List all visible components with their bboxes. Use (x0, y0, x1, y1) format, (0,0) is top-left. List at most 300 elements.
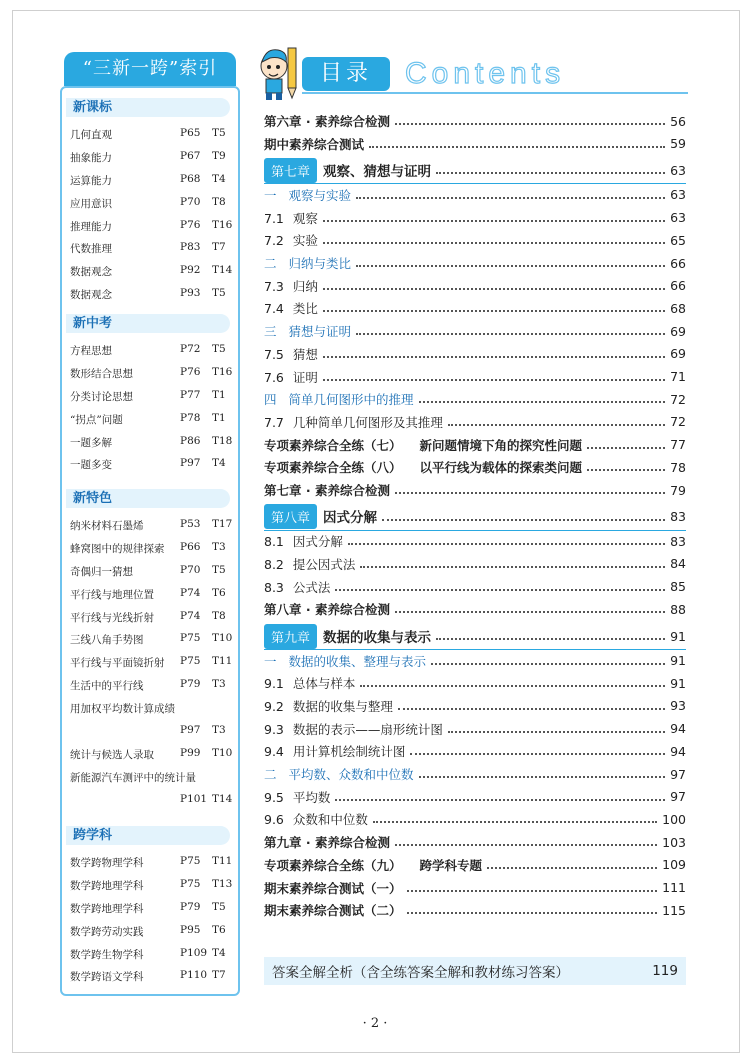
toc-entry[interactable] (264, 553, 686, 575)
index-task: T1 (212, 411, 226, 424)
index-topic: 数学跨生物学科 (70, 948, 144, 961)
toc-entry-title (264, 578, 330, 596)
sidebar-index-row[interactable] (66, 215, 233, 238)
index-page: P70 (180, 195, 201, 208)
index-page: P109 (180, 946, 208, 959)
index-topic: 一题多变 (70, 459, 112, 472)
index-topic: “拐点”问题 (70, 413, 123, 426)
toc-entry-page: 71 (670, 369, 686, 384)
toc-entry-text: 证明 (292, 369, 318, 385)
toc-entry-number: 9.1 (264, 676, 284, 692)
toc-entry[interactable] (264, 763, 686, 785)
toc-entry-subtitle: 跨学科专题 (419, 857, 483, 873)
index-topic: 统计与候选人录取 (70, 748, 154, 761)
sidebar-index-row[interactable] (66, 920, 230, 943)
dot-leader (335, 589, 665, 591)
index-page: P74 (180, 609, 201, 622)
sidebar-index-row[interactable] (66, 628, 233, 651)
index-task: T5 (212, 343, 226, 355)
index-page: P92 (180, 264, 201, 277)
toc-entry-text: 专项素养综合全练（八） (264, 460, 402, 476)
toc-entry[interactable] (264, 252, 686, 274)
sidebar-index-row[interactable] (66, 560, 230, 583)
index-topic: 三线八角手势图 (70, 634, 144, 647)
dot-leader (395, 611, 665, 613)
sidebar-section-head: 新课标 (66, 98, 230, 117)
toc-entry[interactable] (264, 808, 686, 830)
toc-entry-title (264, 368, 318, 386)
sidebar-index-row[interactable] (66, 651, 233, 674)
sidebar-index-row[interactable] (66, 514, 233, 537)
toc-entry[interactable] (264, 672, 686, 694)
sidebar-index-row[interactable] (66, 766, 233, 812)
index-task: T4 (212, 946, 226, 959)
toc-entry-number: 8.1 (264, 534, 284, 550)
dot-leader (436, 172, 665, 174)
dot-leader (487, 867, 657, 869)
toc-entry[interactable] (264, 229, 686, 251)
toc-entry-text: 第八章 · 素养综合检测 (264, 602, 390, 618)
index-topic: 用加权平均数计算成绩 (70, 703, 175, 716)
dot-leader (335, 799, 665, 801)
toc-entry-page: 78 (670, 459, 686, 475)
toc-entry[interactable] (264, 320, 686, 342)
toc-entry-number: 二 (264, 767, 277, 782)
sidebar-section (66, 314, 233, 476)
toc-entry-page: 77 (670, 437, 686, 453)
toc-entry-title (264, 209, 318, 227)
toc-entry[interactable] (264, 343, 686, 365)
index-task: T3 (212, 724, 226, 737)
toc-entry-subtitle: 以平行线为载体的探索类问题 (419, 460, 583, 476)
toc-entry-page: 68 (670, 300, 686, 316)
index-page: P65 (180, 127, 201, 139)
dot-leader (448, 424, 665, 426)
toc-entry-title (264, 600, 390, 618)
toc-entry-page: 91 (670, 653, 686, 668)
index-task: T8 (212, 195, 226, 208)
toc-entry[interactable] (264, 650, 686, 672)
index-topic: 代数推理 (70, 243, 112, 256)
index-task: T18 (212, 434, 233, 447)
index-task: T1 (212, 388, 226, 401)
toc-entry-page: 69 (670, 346, 686, 362)
sidebar-index-row[interactable] (66, 943, 230, 966)
dot-leader (407, 912, 658, 914)
sidebar-index-row[interactable] (66, 453, 230, 476)
mascot-icon (258, 44, 300, 102)
toc-entry-number: 8.2 (264, 556, 284, 572)
toc-entry-text: 期中素养综合测试 (264, 136, 365, 152)
index-topic: 数据观念 (70, 266, 112, 279)
toc-entry-text: 期末素养综合测试（二） (264, 903, 402, 919)
toc-entry-page: 56 (670, 113, 686, 129)
sidebar-index-row[interactable] (66, 237, 230, 260)
index-page: P97 (180, 457, 201, 470)
toc-entry-page: 85 (670, 579, 686, 595)
sidebar-index-row[interactable] (66, 362, 233, 385)
toc-entry-title (264, 481, 390, 499)
sidebar-index-row[interactable] (66, 697, 230, 743)
index-topic: 数据观念 (70, 289, 112, 302)
toc-entry-page: 72 (670, 391, 686, 407)
index-task: T5 (212, 287, 226, 300)
toc-entry[interactable] (264, 275, 686, 297)
sidebar-index-row[interactable] (66, 339, 230, 362)
dot-leader (323, 288, 665, 290)
toc-entry[interactable] (264, 740, 686, 762)
index-topic: 几何直观 (70, 129, 112, 141)
index-page: P77 (180, 388, 201, 401)
sidebar-index-row[interactable] (66, 385, 230, 408)
toc-entry-title (264, 879, 402, 897)
index-task: T13 (212, 877, 233, 890)
dot-leader (373, 821, 657, 823)
dot-leader (587, 447, 665, 449)
toc-entry-title (264, 720, 443, 738)
toc-entry[interactable] (264, 411, 686, 433)
toc-entry-text: 第六章 · 素养综合检测 (264, 114, 390, 129)
index-topic: 平行线与平面镜折射 (70, 657, 165, 670)
dot-leader (419, 776, 666, 778)
toc-entry-title (264, 413, 443, 431)
toc-entry[interactable] (264, 157, 686, 184)
index-task: T16 (212, 218, 233, 231)
index-task: T5 (212, 563, 226, 576)
index-task: T4 (212, 457, 226, 470)
index-page: P97 (180, 724, 201, 737)
answer-entry[interactable] (264, 957, 686, 985)
index-page: P72 (180, 343, 201, 355)
toc-entry-page: 59 (670, 136, 686, 152)
toc-entry-text: 专项素养综合全练（七） (264, 437, 402, 453)
toc-entry-page: 66 (670, 278, 686, 294)
index-task: T5 (212, 900, 226, 913)
dot-leader (395, 123, 665, 125)
index-topic: 蜂窝图中的规律探索 (70, 542, 165, 555)
index-page: P79 (180, 678, 201, 691)
index-task: T7 (212, 969, 226, 982)
toc-title: 目录 (302, 57, 390, 91)
toc-entry[interactable] (264, 207, 686, 229)
sidebar-index-row[interactable] (66, 192, 230, 215)
dot-leader (395, 492, 665, 494)
toc-entry-title (264, 624, 431, 649)
toc-entry-number: 7.5 (264, 346, 284, 362)
toc-entry-title (264, 390, 414, 408)
toc-entry-page: 84 (670, 556, 686, 572)
toc-entry-title (264, 504, 377, 529)
sidebar-index-row[interactable] (66, 965, 230, 988)
toc-entry-page: 63 (670, 187, 686, 203)
toc-entry-title (264, 186, 351, 204)
index-task: T17 (212, 518, 233, 530)
index-task: T16 (212, 365, 233, 378)
toc-entry[interactable] (264, 786, 686, 808)
index-topic: 生活中的平行线 (70, 680, 144, 693)
toc-entry-title (264, 901, 402, 919)
toc-entry[interactable] (264, 718, 686, 740)
toc-entry[interactable] (264, 877, 686, 899)
toc-entry-page: 79 (670, 482, 686, 498)
toc-entry-number: 9.4 (264, 744, 284, 760)
sidebar-index-row[interactable] (66, 874, 233, 897)
toc-entry-number: 7.1 (264, 210, 284, 226)
index-page: P86 (180, 434, 201, 447)
toc-entry-page: 97 (670, 766, 686, 782)
dot-leader (410, 753, 665, 755)
dot-leader (395, 844, 657, 846)
toc-entry-text: 猜想与证明 (288, 324, 352, 340)
index-topic: 数学跨地理学科 (70, 879, 144, 892)
sidebar-index-row[interactable] (66, 146, 230, 169)
index-page: P110 (180, 969, 208, 982)
toc-entry-page: 83 (670, 533, 686, 549)
index-page: P95 (180, 923, 201, 936)
chapter-name: 观察、猜想与证明 (323, 163, 432, 180)
sidebar-index-row[interactable] (66, 123, 230, 146)
dot-leader (398, 708, 665, 710)
index-page: P101 (180, 792, 208, 805)
toc-entry-title (264, 231, 318, 249)
toc-entry-number: 一 (264, 653, 277, 669)
toc-entry-number: 三 (264, 324, 277, 340)
toc-entry-number: 9.3 (264, 721, 284, 737)
toc-entry-page: 63 (670, 162, 686, 178)
index-topic: 数学跨地理学科 (70, 902, 144, 915)
toc-entry-title (264, 697, 393, 715)
toc-entry-page: 94 (670, 721, 686, 737)
sidebar-index-row[interactable] (66, 169, 230, 192)
index-topic: 新能源汽车测评中的统计量 (70, 771, 196, 784)
sidebar-index-row[interactable] (66, 260, 233, 283)
index-topic: 数学跨物理学科 (70, 857, 144, 869)
sidebar-section-head: 跨学科 (66, 826, 230, 845)
toc-entry-page: 109 (662, 857, 686, 873)
dot-leader (348, 543, 665, 545)
toc-entry-number: 9.2 (264, 698, 284, 714)
toc-entry[interactable] (264, 297, 686, 319)
toc-entry-page: 88 (670, 601, 686, 617)
sidebar-section-head: 新特色 (66, 489, 230, 508)
toc-entry[interactable] (264, 623, 686, 650)
toc-entry-number: 7.4 (264, 301, 284, 317)
index-task: T8 (212, 609, 226, 622)
index-page: P75 (180, 632, 201, 645)
index-page: P53 (180, 518, 201, 530)
toc-entry-text: 类比 (292, 301, 318, 317)
index-topic: 数学跨劳动实践 (70, 925, 144, 938)
toc-entry-title (264, 674, 355, 692)
index-topic: 奇偶归一猜想 (70, 565, 133, 578)
toc-entry-page: 93 (670, 698, 686, 714)
toc-entry-title (264, 810, 368, 828)
index-topic: 应用意识 (70, 197, 112, 210)
dot-leader (323, 220, 665, 222)
index-task: T6 (212, 923, 226, 936)
toc-entry-text: 总体与样本 (292, 676, 356, 692)
index-page: P67 (180, 149, 201, 162)
index-page: P79 (180, 900, 201, 913)
toc-entry-number: 二 (264, 256, 277, 271)
toc-entry-title (264, 112, 390, 130)
toc-entry[interactable] (264, 434, 686, 456)
index-topic: 运算能力 (70, 174, 112, 187)
toc-entry-title (264, 277, 318, 295)
chapter-tag: 第八章 (264, 504, 317, 529)
dot-leader (431, 663, 665, 665)
toc-entry-text: 数据的收集、整理与表示 (288, 653, 427, 669)
index-task: T11 (212, 655, 233, 668)
toc-entry-title (264, 555, 355, 573)
index-page: P66 (180, 540, 201, 553)
toc-entry-text: 第九章 · 素养综合检测 (264, 835, 390, 851)
toc-entry[interactable] (264, 366, 686, 388)
toc-entry-page: 97 (670, 789, 686, 805)
toc-entry-text: 平均数 (292, 789, 331, 805)
index-page: P75 (180, 877, 201, 890)
index-topic: 分类讨论思想 (70, 390, 133, 403)
toc-entry-number: 一 (264, 187, 277, 203)
toc-entry-page: 83 (670, 509, 686, 525)
toc-entry[interactable] (264, 110, 686, 132)
index-task: T9 (212, 149, 226, 162)
toc-entry-text: 提公因式法 (292, 556, 356, 572)
index-task: T3 (212, 678, 226, 691)
index-task: T11 (212, 855, 233, 867)
toc-entry-number: 9.5 (264, 789, 284, 805)
index-page: P68 (180, 172, 201, 185)
toc-entry-text: 归纳与类比 (288, 256, 352, 271)
toc-entry[interactable] (264, 899, 686, 921)
sidebar-index-row[interactable] (66, 283, 230, 306)
toc-entry-text: 用计算机绘制统计图 (292, 744, 406, 760)
toc-entry-number: 7.7 (264, 414, 284, 430)
toc-entry[interactable] (264, 695, 686, 717)
index-topic: 推理能力 (70, 220, 112, 233)
toc-entry[interactable] (264, 184, 686, 206)
toc-entry-text: 因式分解 (292, 534, 343, 550)
index-page: P76 (180, 218, 201, 231)
sidebar-index-row[interactable] (66, 851, 233, 874)
toc-entry[interactable] (264, 598, 686, 620)
toc-entry-page: 103 (662, 834, 686, 850)
dot-leader (323, 379, 665, 381)
toc-entry-text: 猜想 (292, 346, 318, 362)
toc-entry-text: 观察 (292, 210, 318, 226)
toc-entry-title (264, 765, 414, 783)
index-task: T10 (212, 632, 233, 645)
toc-entry-number: 四 (264, 392, 277, 408)
dot-leader (323, 310, 665, 312)
toc-entry[interactable] (264, 456, 686, 478)
toc-entry-title (264, 532, 343, 550)
toc-entry-title (264, 833, 390, 851)
chapter-name: 数据的收集与表示 (323, 629, 432, 646)
toc-entry-number: 7.6 (264, 369, 284, 385)
chapter-name: 因式分解 (323, 510, 378, 527)
index-page: P93 (180, 287, 201, 300)
sidebar-index-row[interactable] (66, 537, 230, 560)
toc-entry-page: 115 (662, 902, 686, 918)
toc-entry-title (264, 856, 482, 874)
toc-entry-page: 66 (670, 255, 686, 271)
toc-entry-title (264, 742, 405, 760)
sidebar-index-row[interactable] (66, 897, 230, 920)
toc-entry[interactable] (264, 854, 686, 876)
index-task: T5 (212, 127, 226, 139)
toc-entry-page: 63 (670, 210, 686, 226)
toc-entry-page: 65 (670, 232, 686, 248)
sidebar-index-row[interactable] (66, 408, 230, 431)
toc-subtitle: Contents (405, 57, 566, 90)
index-page: P78 (180, 411, 201, 424)
toc-entry-text: 观察与实验 (288, 187, 352, 203)
index-page: P99 (180, 746, 201, 759)
toc-entry-text: 简单几何图形中的推理 (288, 392, 414, 408)
toc-entry[interactable] (264, 576, 686, 598)
chapter-tag: 第九章 (264, 624, 317, 649)
toc-entry[interactable] (264, 479, 686, 501)
dot-leader (356, 333, 665, 335)
toc-entry-title (264, 788, 330, 806)
toc-entry-number: 8.3 (264, 579, 284, 595)
index-task: T7 (212, 241, 226, 254)
answer-page: 119 (652, 963, 678, 979)
index-task: T3 (212, 540, 226, 553)
toc-entry-title (264, 322, 351, 340)
toc-entry[interactable] (264, 133, 686, 155)
toc-entry-title (264, 458, 582, 476)
page-number: · 2 · (362, 1016, 388, 1031)
index-task: T10 (212, 746, 233, 759)
toc-entry[interactable] (264, 530, 686, 552)
toc-entry-title (264, 254, 351, 272)
sidebar-index-row[interactable] (66, 674, 230, 697)
index-task: T4 (212, 172, 226, 185)
dot-leader (407, 890, 658, 892)
dot-leader (356, 265, 665, 267)
toc-entry-number: 7.2 (264, 233, 284, 249)
index-topic: 平行线与地理位置 (70, 588, 154, 601)
index-topic: 数学跨语文学科 (70, 971, 144, 984)
index-task: T14 (212, 264, 233, 277)
dot-leader (360, 685, 665, 687)
index-task: T6 (212, 586, 226, 599)
sidebar-index-row[interactable] (66, 606, 230, 629)
sidebar-section (66, 489, 233, 812)
dot-leader (323, 242, 665, 244)
sidebar-index-row[interactable] (66, 583, 230, 606)
toc-entry-title (264, 436, 582, 454)
index-page: P70 (180, 563, 201, 576)
sidebar-index-row[interactable] (66, 743, 233, 766)
index-page: P74 (180, 586, 201, 599)
sidebar-section-head: 新中考 (66, 314, 230, 333)
toc-entry-text: 第七章 · 素养综合检测 (264, 483, 390, 498)
index-task: T14 (212, 792, 233, 805)
toc-entry-text: 归纳 (292, 278, 318, 294)
dot-leader (448, 731, 665, 733)
toc-entry-text: 专项素养综合全练（九） (264, 857, 402, 873)
sidebar-section (66, 98, 233, 306)
toc-entry[interactable] (264, 831, 686, 853)
toc-entry-page: 111 (662, 880, 686, 895)
toc-entry[interactable] (264, 388, 686, 410)
sidebar-index-row[interactable] (66, 431, 233, 454)
toc-entry-page: 100 (662, 811, 686, 827)
toc-entry[interactable] (264, 504, 686, 531)
